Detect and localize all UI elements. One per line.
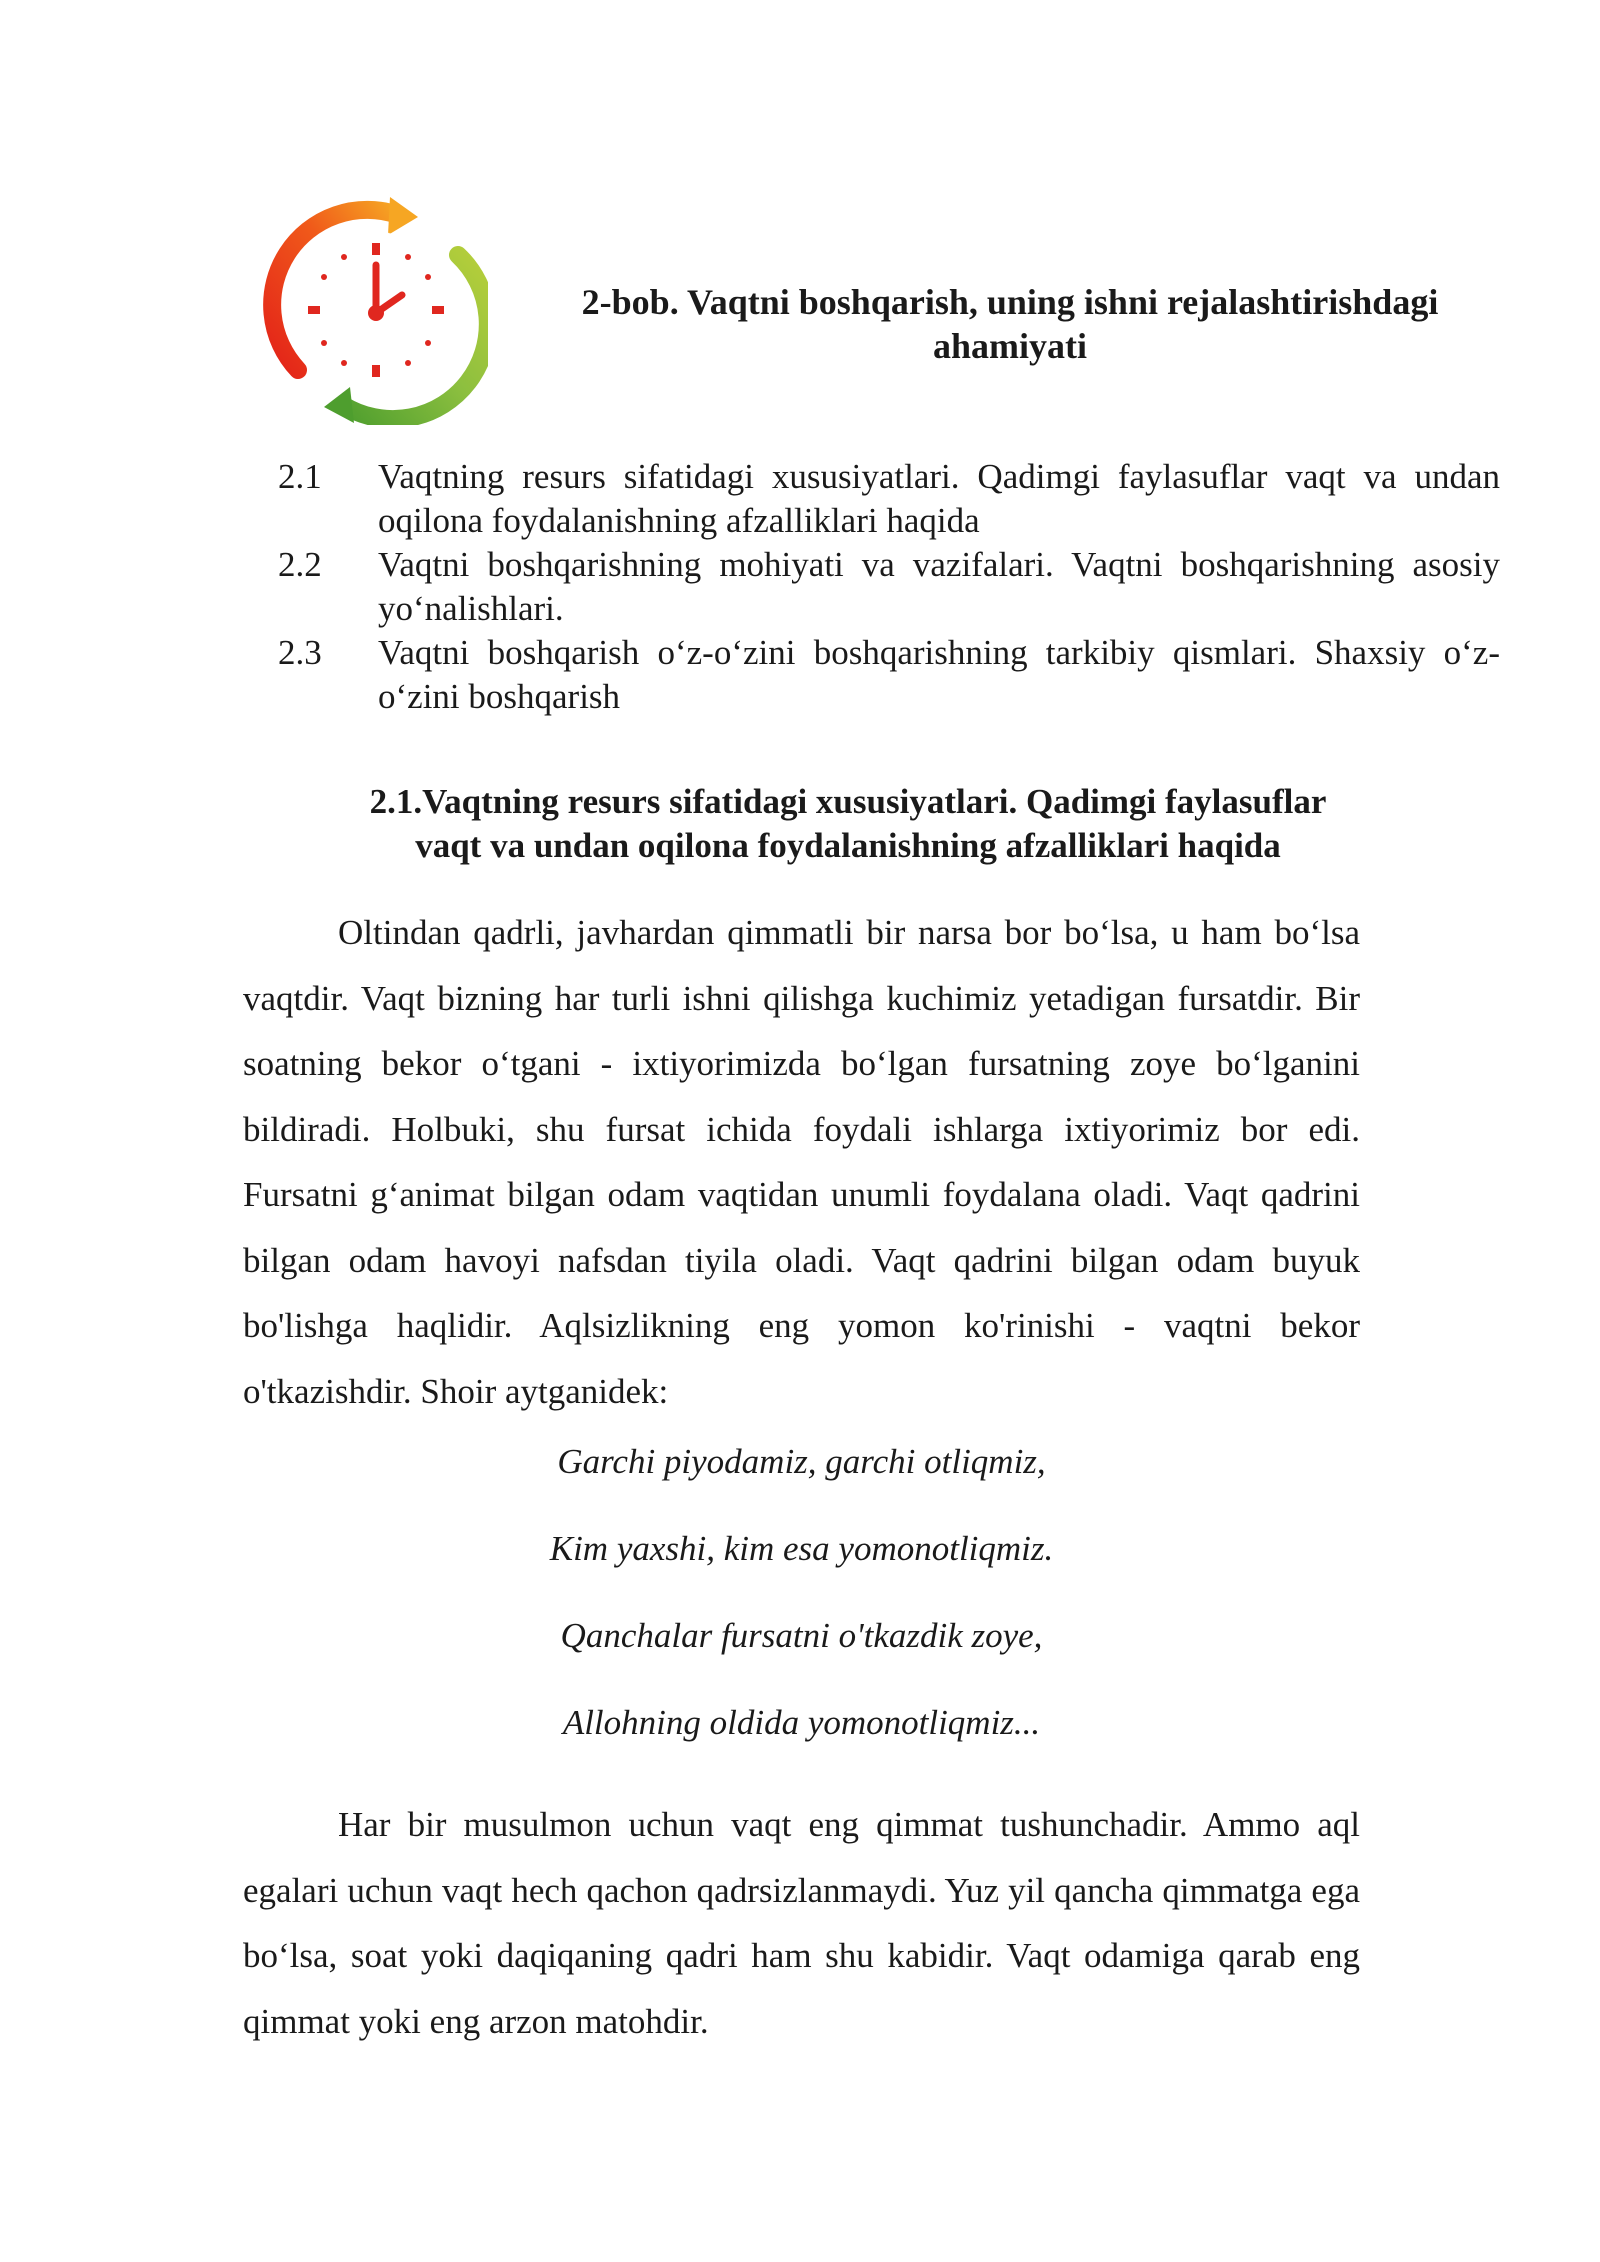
green-arrowhead (324, 387, 354, 423)
poem-line: Garchi piyodamiz, garchi otliqmiz, (557, 1442, 1046, 1481)
section-title-line1: 2.1.Vaqtning resurs sifatidagi xususiyatlari. Qadimgi faylasuflar (369, 782, 1327, 821)
toc-item (278, 543, 1500, 631)
toc-item (278, 631, 1500, 719)
toc-item-text: Vaqtni boshqarish o‘z-o‘zini boshqarishning tarkibiy qismlari. Shaxsiy o‘z-o‘zini boshqarish (378, 633, 1500, 716)
body-paragraph: Oltindan qadrli, javhardan qimmatli bir narsa bor bo‘lsa, u ham bo‘lsa vaqtdir. Vaqt bizning har turli ishni qilishga kuchimiz yetadigan fursatdir. Bir soatning bekor o‘tgani - ixtiyorimizda bo‘lgan fursatning zoye bo‘lganini bildiradi. Holbuki, shu fursat ichida foydali ishlarga ixtiyorimiz bor edi. Fursatni g‘animat bilgan odam vaqtidan unumli foydalana oladi. Vaqt qadrini bilgan odam havoyi nafsdan tiyila oladi. Vaqt qadrini bilgan odam buyuk bo'lishga haqlidir. Aqlsizlikning eng yomon ko'rinishi - vaqtni bekor o'tkazishdir. Shoir aytganidek: (243, 913, 1360, 1411)
orange-arrowhead (388, 197, 418, 235)
poem-line: Qanchalar fursatni o'tkazdik zoye, (560, 1616, 1043, 1655)
table-of-contents (278, 455, 1500, 719)
body-paragraph: Har bir musulmon uchun vaqt eng qimmat tushunchadir. Ammo aql egalari uchun vaqt hech qachon qadrsizlanmaydi. Yuz yil qancha qimmatga ega bo‘lsa, soat yoki daqiqaning qadri ham shu kabidir. Vaqt odamiga qarab eng qimmat yoki eng arzon matohdir. (243, 1805, 1360, 2041)
chapter-title-line1: 2-bob. Vaqtni boshqarish, uning ishni rejalashtirishdagi (581, 282, 1439, 322)
toc-item-number: 2.3 (278, 633, 322, 672)
toc-item-number: 2.1 (278, 457, 322, 496)
poem (243, 1440, 1360, 1788)
poem-line: Allohning oldida yomonotliqmiz... (562, 1703, 1041, 1742)
clock-cycle-icon (258, 195, 488, 425)
toc-item-text: Vaqtning resurs sifatidagi xususiyatlari. Qadimgi faylasuflar vaqt va undan oqilona foydalanishning afzalliklari haqida (378, 457, 1500, 540)
chapter-title-line2: ahamiyati (932, 326, 1087, 366)
toc-item (278, 455, 1500, 543)
toc-item-number: 2.2 (278, 545, 322, 584)
chapter-title (520, 280, 1500, 368)
toc-item-text: Vaqtni boshqarishning mohiyati va vazifalari. Vaqtni boshqarishning asosiy yo‘nalishlari. (378, 545, 1500, 628)
section-title-line2: vaqt va undan oqilona foydalanishning afzalliklari haqida (415, 826, 1281, 865)
section-title (318, 780, 1378, 868)
poem-line: Kim yaxshi, kim esa yomonotliqmiz. (549, 1529, 1054, 1568)
